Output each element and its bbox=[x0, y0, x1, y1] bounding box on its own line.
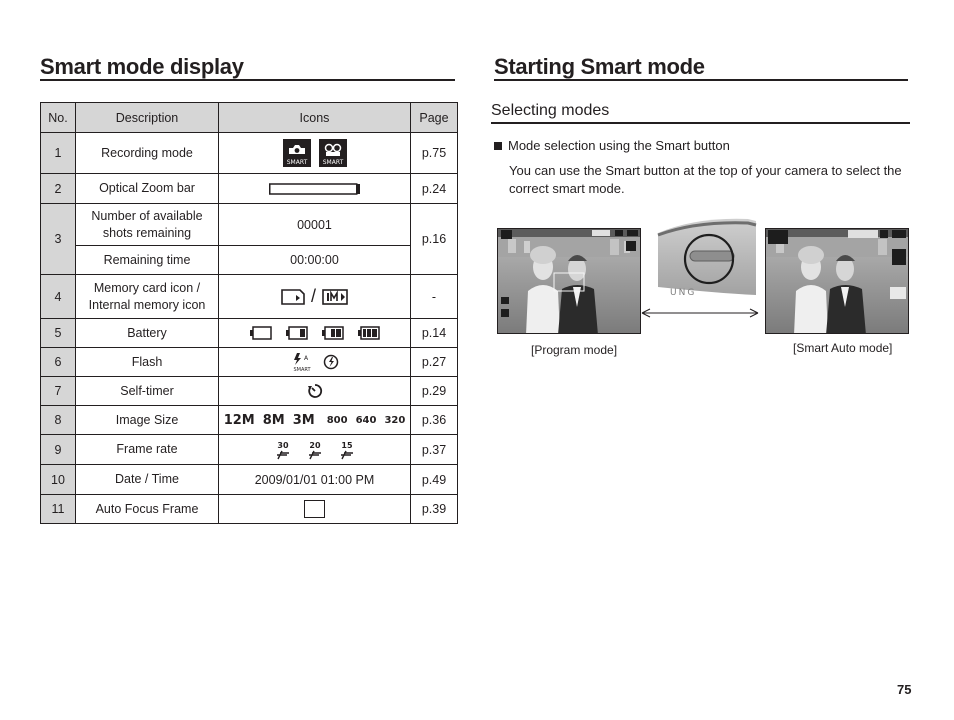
size-8m-icon: 8M bbox=[262, 412, 285, 428]
table-row bbox=[41, 495, 458, 524]
table-row bbox=[41, 348, 458, 377]
svg-text:20: 20 bbox=[308, 440, 321, 450]
caption-program-mode: [Program mode] bbox=[531, 343, 618, 357]
row-description: Flash bbox=[76, 348, 219, 377]
left-title: Smart mode display bbox=[40, 54, 244, 79]
svg-text:A: A bbox=[303, 355, 308, 362]
row-page: p.37 bbox=[411, 435, 458, 465]
svg-text:SMART: SMART bbox=[322, 159, 343, 166]
row-page: - bbox=[411, 275, 458, 319]
svg-text:SMART: SMART bbox=[286, 159, 307, 166]
row-no: 8 bbox=[41, 406, 76, 435]
red-eye-icon bbox=[323, 354, 339, 370]
table-row bbox=[41, 204, 458, 246]
row-icons bbox=[219, 133, 411, 174]
row-description: Remaining time bbox=[76, 246, 219, 275]
frame-rate-30-icon bbox=[275, 440, 291, 460]
row-description: Date / Time bbox=[76, 465, 219, 495]
row-no: 2 bbox=[41, 174, 76, 204]
header-no: No. bbox=[41, 103, 76, 133]
row-icons bbox=[219, 377, 411, 406]
size-640-icon: 640 bbox=[355, 414, 377, 426]
row-icons: 00:00:00 bbox=[219, 246, 411, 275]
row-description: Frame rate bbox=[76, 435, 219, 465]
size-12m-icon: 12M bbox=[223, 412, 255, 428]
row-description: Recording mode bbox=[76, 133, 219, 174]
smart-flash-icon bbox=[291, 352, 313, 372]
row-icons: 00001 bbox=[219, 204, 411, 246]
row-icons bbox=[219, 406, 411, 435]
row-no: 5 bbox=[41, 319, 76, 348]
row-no: 4 bbox=[41, 275, 76, 319]
table-row bbox=[41, 377, 458, 406]
row-page: p.75 bbox=[411, 133, 458, 174]
double-arrow-icon bbox=[640, 306, 760, 320]
svg-text:30: 30 bbox=[276, 440, 289, 450]
header-page: Page bbox=[411, 103, 458, 133]
bullet-item bbox=[494, 138, 730, 153]
row-icons bbox=[219, 348, 411, 377]
row-no: 10 bbox=[41, 465, 76, 495]
battery-empty-icon bbox=[250, 326, 272, 340]
row-description: Memory card icon / Internal memory icon bbox=[76, 275, 219, 319]
internal-memory-icon bbox=[322, 289, 348, 305]
row-icons bbox=[219, 275, 411, 319]
row-icons bbox=[219, 495, 411, 524]
row-no: 9 bbox=[41, 435, 76, 465]
row-no: 7 bbox=[41, 377, 76, 406]
square-bullet-icon bbox=[494, 142, 502, 150]
table-row bbox=[41, 465, 458, 495]
smart-movie-icon bbox=[319, 139, 347, 167]
battery-full-icon bbox=[358, 326, 380, 340]
row-description: Battery bbox=[76, 319, 219, 348]
row-icons bbox=[219, 435, 411, 465]
row-page: p.49 bbox=[411, 465, 458, 495]
smart-display-table bbox=[40, 102, 458, 524]
row-description: Number of available shots remaining bbox=[76, 204, 219, 246]
smart-auto-mode-screen bbox=[765, 228, 909, 334]
table-header-row bbox=[41, 103, 458, 133]
table-row bbox=[41, 406, 458, 435]
row-description: Auto Focus Frame bbox=[76, 495, 219, 524]
size-3m-icon: 3M bbox=[292, 412, 315, 428]
row-page: p.29 bbox=[411, 377, 458, 406]
table-row bbox=[41, 275, 458, 319]
row-page: p.14 bbox=[411, 319, 458, 348]
header-icons: Icons bbox=[219, 103, 411, 133]
bullet-text: Mode selection using the Smart button bbox=[508, 138, 730, 153]
table-row bbox=[41, 435, 458, 465]
memory-card-icon bbox=[281, 289, 305, 305]
right-title-rule bbox=[494, 79, 908, 81]
row-page: p.16 bbox=[411, 204, 458, 275]
battery-half-icon bbox=[322, 326, 344, 340]
af-frame-icon bbox=[304, 500, 325, 518]
self-timer-icon bbox=[307, 383, 323, 399]
table-row bbox=[41, 133, 458, 174]
svg-text:SMART: SMART bbox=[292, 367, 311, 372]
section-subtitle-rule bbox=[491, 122, 910, 124]
row-description: Image Size bbox=[76, 406, 219, 435]
body-paragraph: You can use the Smart button at the top of your camera to select the correct smart mode. bbox=[509, 163, 902, 196]
row-icons: 2009/01/01 01:00 PM bbox=[219, 465, 411, 495]
smart-auto-icon bbox=[283, 139, 311, 167]
camera-brand-text: UNG bbox=[670, 288, 697, 298]
page-number: 75 bbox=[897, 682, 912, 697]
row-no: 1 bbox=[41, 133, 76, 174]
frame-rate-20-icon bbox=[307, 440, 323, 460]
smart-auto-mode-photo bbox=[766, 229, 909, 334]
icon-separator: / bbox=[310, 286, 316, 306]
frame-rate-15-icon bbox=[339, 440, 355, 460]
caption-smart-auto-mode: [Smart Auto mode] bbox=[793, 341, 893, 355]
row-icons bbox=[219, 319, 411, 348]
row-page: p.27 bbox=[411, 348, 458, 377]
right-title: Starting Smart mode bbox=[494, 54, 705, 79]
zoom-bar-icon bbox=[269, 183, 361, 195]
row-description: Self-timer bbox=[76, 377, 219, 406]
left-title-rule bbox=[40, 79, 455, 81]
row-description: Optical Zoom bar bbox=[76, 174, 219, 204]
program-mode-photo bbox=[498, 229, 641, 334]
size-320-icon: 320 bbox=[384, 414, 406, 426]
table-row bbox=[41, 319, 458, 348]
row-no: 3 bbox=[41, 204, 76, 275]
section-subtitle: Selecting modes bbox=[491, 102, 610, 119]
row-page: p.39 bbox=[411, 495, 458, 524]
battery-low-icon bbox=[286, 326, 308, 340]
row-page: p.36 bbox=[411, 406, 458, 435]
row-page: p.24 bbox=[411, 174, 458, 204]
svg-text:15: 15 bbox=[340, 440, 353, 450]
table-row bbox=[41, 174, 458, 204]
size-800-icon: 800 bbox=[326, 414, 348, 426]
row-icons bbox=[219, 174, 411, 204]
program-mode-screen bbox=[497, 228, 641, 334]
table-row bbox=[41, 246, 458, 275]
row-no: 11 bbox=[41, 495, 76, 524]
header-description: Description bbox=[76, 103, 219, 133]
row-no: 6 bbox=[41, 348, 76, 377]
